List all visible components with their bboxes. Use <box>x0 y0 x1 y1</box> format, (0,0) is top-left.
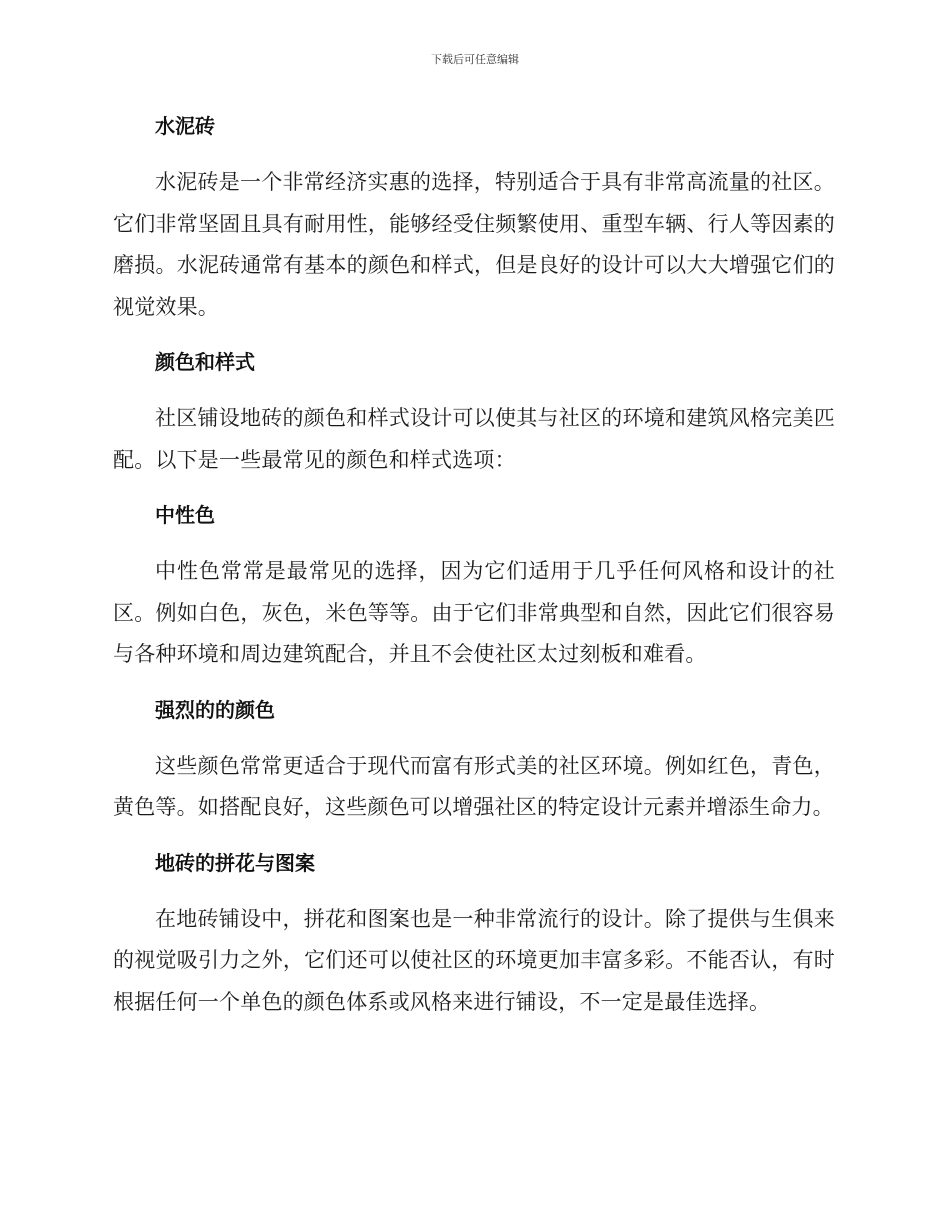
paragraph-color-style: 社区铺设地砖的颜色和样式设计可以使其与社区的环境和建筑风格完美匹配。以下是一些最常见的颜色和样式选项： <box>113 406 835 472</box>
section-heading-strong-color: 强烈的的颜色 <box>155 697 275 722</box>
document-body <box>113 108 835 1023</box>
paragraph-strong-color: 这些颜色常常更适合于现代而富有形式美的社区环境。例如红色，青色，黄色等。如搭配良好，这些颜色可以增强社区的特定设计元素并增添生命力。 <box>113 753 835 819</box>
paragraph-cement-brick: 水泥砖是一个非常经济实惠的选择，特别适合于具有非常高流量的社区。它们非常坚固且具有耐用性，能够经受住频繁使用、重型车辆、行人等因素的磨损。水泥砖通常有基本的颜色和样式，但是良好的设计可以大大增强它们的视觉效果。 <box>113 170 835 319</box>
paragraph-neutral-color: 中性色常常是最常见的选择，因为它们适用于几乎任何风格和设计的社区。例如白色，灰色，米色等等。由于它们非常典型和自然，因此它们很容易与各种环境和周边建筑配合，并且不会使社区太过刻板和难看。 <box>113 559 835 666</box>
section-heading-color-style: 颜色和样式 <box>155 350 255 374</box>
section-heading-cement-brick: 水泥砖 <box>155 114 215 138</box>
page-header: 下载后可任意编辑 <box>431 53 519 66</box>
paragraph-tile-pattern: 在地砖铺设中，拼花和图案也是一种非常流行的设计。除了提供与生俱来的视觉吸引力之外，它们还可以使社区的环境更加丰富多彩。不能否认，有时根据任何一个单色的颜色体系或风格来进行铺设，不一定是最佳选择。 <box>113 906 835 1014</box>
section-heading-tile-pattern: 地砖的拼花与图案 <box>155 850 315 875</box>
section-heading-neutral-color: 中性色 <box>155 503 215 527</box>
